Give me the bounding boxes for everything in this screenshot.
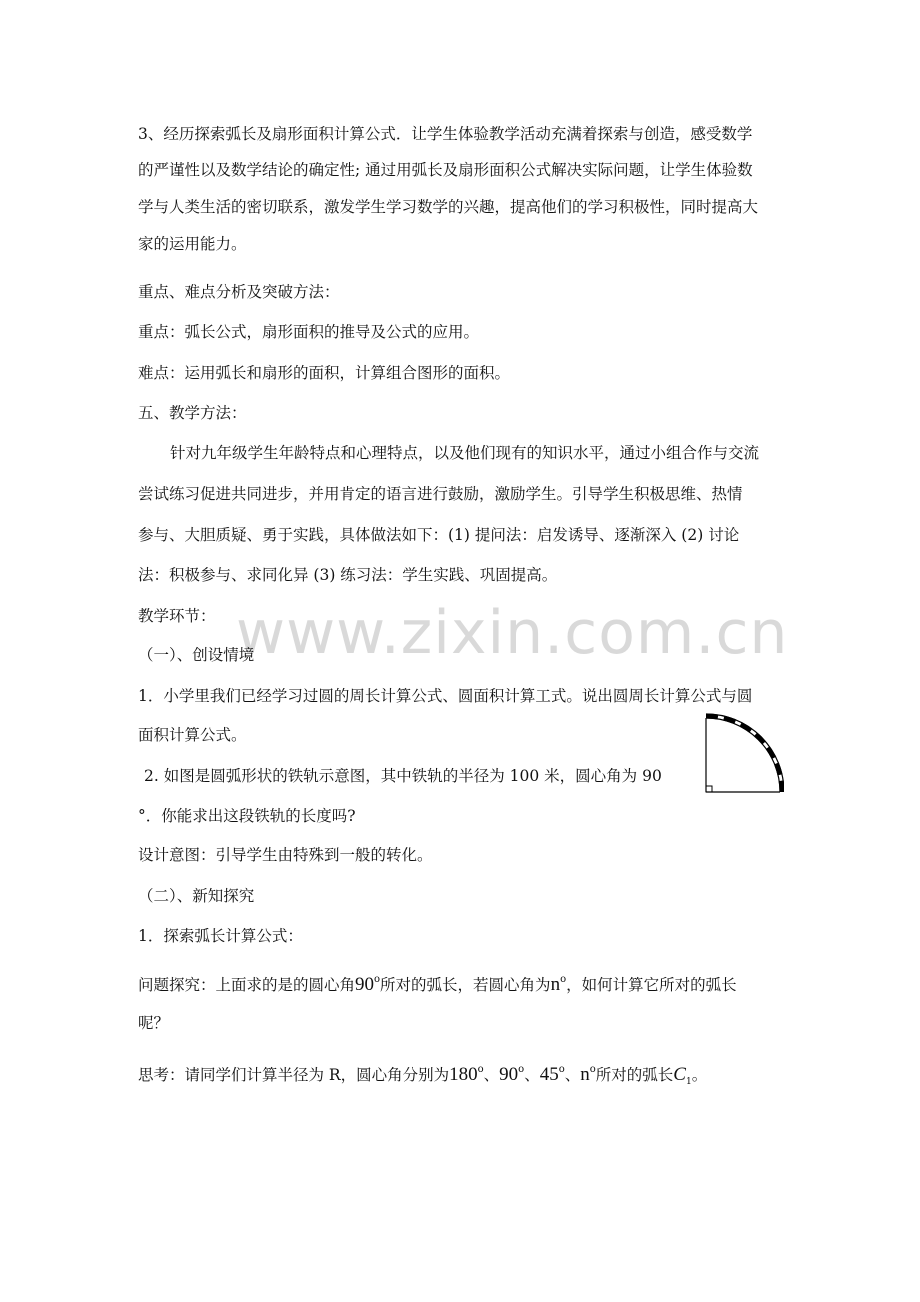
degree-symbol: o: [589, 1064, 596, 1075]
degree-symbol: o: [560, 974, 567, 985]
question-line-2: 呢？: [138, 1014, 170, 1032]
key-point: 重点：弧长公式，扇形面积的推导及公式的应用。: [138, 323, 480, 341]
goal3-line-1: 3、经历探索弧长及扇形面积计算公式．让学生体验教学活动充满着探索与创造，感受数学: [138, 125, 753, 143]
difficulty-point: 难点：运用弧长和扇形的面积，计算组合图形的面积。: [138, 364, 511, 382]
section-1-heading: （一）、创设情境: [138, 646, 255, 664]
item-1-line-1: 1．小学里我们已经学习过圆的周长计算公式、圆面积计算工式。说出圆周长计算公式与圆: [138, 687, 753, 705]
goal3-line-2: 的严谨性以及数学结论的确定性; 通过用弧长及扇形面积公式解决实际问题，让学生体验数: [138, 161, 753, 179]
arc-length-symbol: C: [673, 1064, 686, 1085]
item-2-line-2: °．你能求出这段铁轨的长度吗?: [138, 807, 356, 825]
design-intent: 设计意图：引导学生由特殊到一般的转化。: [138, 846, 433, 864]
explore-arc-formula: 1．探索弧长计算公式：: [138, 927, 303, 945]
section-2-heading: （二）、新知探究: [138, 887, 255, 905]
method-line-2: 尝试练习促进共同进步，并用肯定的语言进行鼓励，激励学生。引导学生积极思维、热情: [138, 485, 743, 503]
separator: 、: [524, 1066, 540, 1084]
angle-90: 90: [499, 1064, 519, 1085]
method-line-4: 法：积极参与、求同化异 (3) 练习法：学生实践、巩固提高。: [138, 566, 558, 584]
item-1-line-2: 面积计算公式。: [138, 726, 247, 744]
goal3-line-4: 家的运用能力。: [138, 235, 247, 253]
item-2-line-1: 2. 如图是圆弧形状的铁轨示意图，其中铁轨的半径为 100 米，圆心角为 90: [144, 767, 662, 785]
angle-n: n: [550, 974, 561, 995]
think-line: [138, 1060, 707, 1092]
subscript: 1: [685, 1077, 692, 1087]
railway-arc-diagram: [700, 712, 784, 796]
angle-45: 45: [539, 1064, 559, 1085]
method-line-3: 参与、大胆质疑、勇于实践，具体做法如下：(1) 提问法：启发诱导、逐渐深入 (2) 讨论: [138, 526, 740, 544]
question-text-c: ，如何计算它所对的弧长: [566, 976, 737, 994]
angle-90: 90: [355, 974, 375, 995]
question-text-a: 问题探究：上面求的是的圆心角: [138, 976, 356, 994]
goal3-line-3: 学与人类生活的密切联系，激发学生学习数学的兴趣，提高他们的学习积极性，同时提高大: [138, 198, 759, 216]
think-text-a: 思考：请同学们计算半径为 R，圆心角分别为: [138, 1066, 450, 1084]
angle-180: 180: [449, 1064, 478, 1085]
separator: 、: [483, 1066, 500, 1084]
key-difficulty-heading: 重点、难点分析及突破方法：: [138, 283, 340, 301]
degree-symbol: o: [518, 1064, 525, 1075]
question-line-1: [138, 970, 737, 995]
watermark: www.zixin.com.cn: [236, 598, 789, 668]
question-text-b: 所对的弧长，若圆心角为: [380, 976, 551, 994]
period: 。: [691, 1066, 708, 1084]
separator: 、: [564, 1066, 581, 1084]
angle-n: n: [580, 1064, 590, 1085]
degree-symbol: o: [477, 1064, 484, 1075]
think-text-b: 所对的弧长: [595, 1066, 674, 1084]
method-line-1: 针对九年级学生年龄特点和心理特点，以及他们现有的知识水平，通过小组合作与交流: [170, 444, 760, 462]
steps-heading: 教学环节：: [138, 607, 216, 625]
degree-symbol: o: [558, 1064, 565, 1075]
method-heading: 五、教学方法：: [138, 404, 247, 422]
degree-symbol: o: [374, 974, 381, 985]
